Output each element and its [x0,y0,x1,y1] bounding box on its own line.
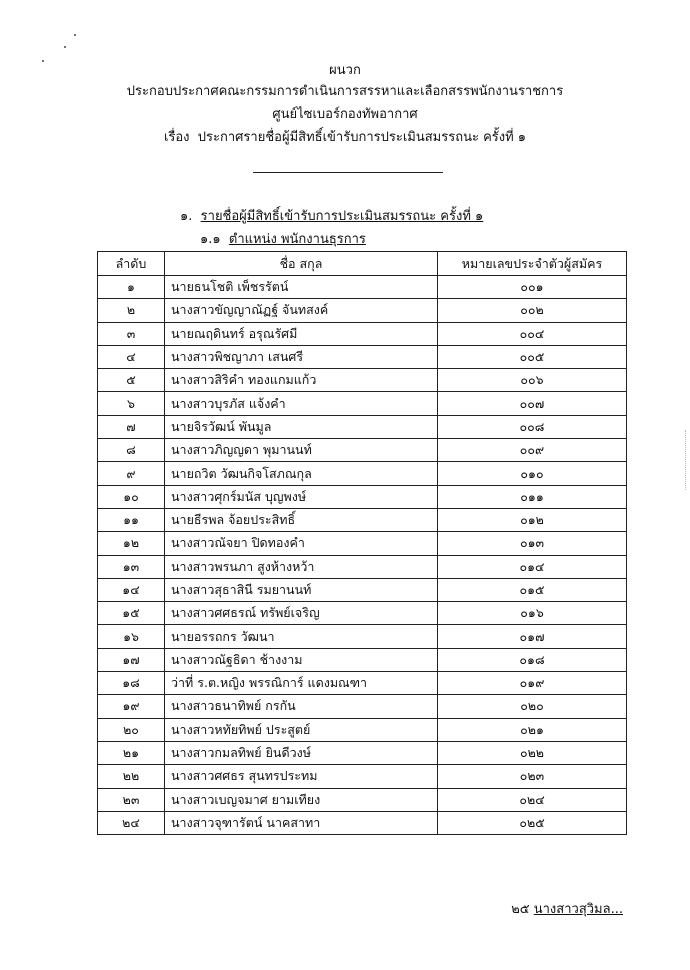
row-applicant-id: ๐๑๖ [438,602,627,625]
subsection-heading [200,232,366,248]
row-number: ๒ [98,299,165,322]
scan-edge-mark [683,430,686,490]
row-name: นางสาวกมลทิพย์ ยินดีวงษ์ [165,741,438,764]
row-name: นายณฤดินทร์ อรุณรัศมี [165,322,438,345]
table-row [98,439,627,462]
row-applicant-id: ๐๒๓ [438,765,627,788]
row-name: นายธนโชติ เพ็ชรรัตน์ [165,276,438,299]
table-row [98,811,627,834]
row-number: ๒๓ [98,788,165,811]
row-number: ๗ [98,415,165,438]
row-number: ๕ [98,369,165,392]
row-applicant-id: ๐๒๒ [438,741,627,764]
header-name: ชื่อ สกุล [165,252,438,276]
row-name: นางสาวบุรภัส แจ้งคำ [165,392,438,415]
row-name: นายอรรถกร วัฒนา [165,625,438,648]
row-applicant-id: ๐๑๑ [438,485,627,508]
section-title: รายชื่อผู้มีสิทธิ์เข้ารับการประเมินสมรรถนะ ครั้งที่ ๑ [200,209,484,224]
row-number: ๒๒ [98,765,165,788]
section-heading [180,209,483,225]
row-number: ๘ [98,439,165,462]
table-row [98,299,627,322]
header-divider [253,172,443,173]
continuation-note [511,898,623,919]
header-committee: ประกอบประกาศคณะกรรมการดำเนินการสรรหาและเลือกสรรพนักงานราชการ [126,84,564,99]
table-header-row [98,252,627,276]
row-name: นางสาวสิริคำ ทองแกมแก้ว [165,369,438,392]
row-name: นางสาวณัจยา ปิดทองคำ [165,532,438,555]
row-name: นางสาวณัฐธิดา ช้างงาม [165,648,438,671]
row-number: ๔ [98,345,165,368]
header-id: หมายเลขประจำตัวผู้สมัคร [438,252,627,276]
subject-label: เรื่อง [163,130,190,145]
row-applicant-id: ๐๑๐ [438,462,627,485]
row-applicant-id: ๐๐๔ [438,322,627,345]
row-name: นางสาวศศธร สุนทรประทม [165,765,438,788]
row-applicant-id: ๐๐๘ [438,415,627,438]
subsection-number: ๑.๑ [200,232,221,247]
table-row [98,532,627,555]
scan-speck [74,34,76,36]
row-number: ๒๑ [98,741,165,764]
table-row [98,695,627,718]
row-name: นางสาวศุกร์มนัส บุญพงษ์ [165,485,438,508]
row-applicant-id: ๐๐๖ [438,369,627,392]
row-applicant-id: ๐๑๘ [438,648,627,671]
row-applicant-id: ๐๑๕ [438,578,627,601]
table-row [98,392,627,415]
row-number: ๑๑ [98,508,165,531]
table-row [98,345,627,368]
table-row [98,485,627,508]
row-applicant-id: ๐๑๙ [438,672,627,695]
row-name: นางสาวพรนภา สูงห้างหว้า [165,555,438,578]
row-name: นางสาวพิชญาภา เสนศรี [165,345,438,368]
table-row [98,276,627,299]
row-number: ๑๔ [98,578,165,601]
table-row [98,415,627,438]
row-number: ๖ [98,392,165,415]
row-applicant-id: ๐๒๕ [438,811,627,834]
row-number: ๑๓ [98,555,165,578]
subsection-title: ตำแหน่ง พนักงานธุรการ [228,232,366,247]
table-row [98,718,627,741]
row-number: ๑ [98,276,165,299]
row-applicant-id: ๐๐๗ [438,392,627,415]
header-subject [0,130,690,146]
row-name: นางสาวธนาทิพย์ กรกัน [165,695,438,718]
row-name: นางสาวเบญจมาศ ยามเทียง [165,788,438,811]
row-number: ๑๐ [98,485,165,508]
footer-name: นางสาวสุวิมล... [533,902,623,917]
table-row [98,648,627,671]
row-number: ๒๐ [98,718,165,741]
row-number: ๑๙ [98,695,165,718]
header-no: ลำดับ [98,252,165,276]
row-applicant-id: ๐๑๔ [438,555,627,578]
subject-text: ประกาศรายชื่อผู้มีสิทธิ์เข้ารับการประเมินสมรรถนะ ครั้งที่ ๑ [197,130,527,145]
row-number: ๑๗ [98,648,165,671]
header-unit: ศูนย์ไซเบอร์กองทัพอากาศ [272,107,418,122]
scan-speck [64,46,66,48]
candidate-table [97,251,627,835]
table-row [98,508,627,531]
row-name: นายจิรวัฒน์ พันมูล [165,415,438,438]
row-applicant-id: ๐๐๕ [438,345,627,368]
row-name: นางสาวสุธาสินี รมยานนท์ [165,578,438,601]
row-number: ๑๘ [98,672,165,695]
row-number: ๑๒ [98,532,165,555]
table-row [98,788,627,811]
row-applicant-id: ๐๒๐ [438,695,627,718]
table-row [98,369,627,392]
row-name: นางสาวภิญญดา พุมานนท์ [165,439,438,462]
table-row [98,625,627,648]
row-name: นางสาวศศธรณ์ ทรัพย์เจริญ [165,602,438,625]
section-number: ๑. [180,209,193,224]
table-row [98,741,627,764]
table-row [98,322,627,345]
row-applicant-id: ๐๑๗ [438,625,627,648]
row-number: ๑๕ [98,602,165,625]
row-name: นางสาวจุฑารัตน์ นาคสาทา [165,811,438,834]
row-number: ๒๔ [98,811,165,834]
table-row [98,765,627,788]
row-name: นางสาวขัญญาณัฏฐ์ จันทสงค์ [165,299,438,322]
table-row [98,462,627,485]
row-applicant-id: ๐๐๒ [438,299,627,322]
scan-speck [42,60,44,62]
table-row [98,555,627,578]
row-applicant-id: ๐๐๑ [438,276,627,299]
row-applicant-id: ๐๐๙ [438,439,627,462]
table-row [98,602,627,625]
row-number: ๓ [98,322,165,345]
annex-title: ผนวก [329,63,361,78]
row-applicant-id: ๐๒๔ [438,788,627,811]
table-row [98,672,627,695]
row-name: ว่าที่ ร.ต.หญิง พรรณิการ์ แดงมณฑา [165,672,438,695]
row-name: นายธีรพล จ้อยประสิทธิ์ [165,508,438,531]
row-applicant-id: ๐๑๓ [438,532,627,555]
row-number: ๙ [98,462,165,485]
row-name: นางสาวหทัยทิพย์ ประสูตย์ [165,718,438,741]
row-number: ๑๖ [98,625,165,648]
footer-number: ๒๕ [511,902,530,917]
row-applicant-id: ๐๑๒ [438,508,627,531]
table-row [98,578,627,601]
row-name: นายถวิต วัฒนกิจโสภณกุล [165,462,438,485]
row-applicant-id: ๐๒๑ [438,718,627,741]
